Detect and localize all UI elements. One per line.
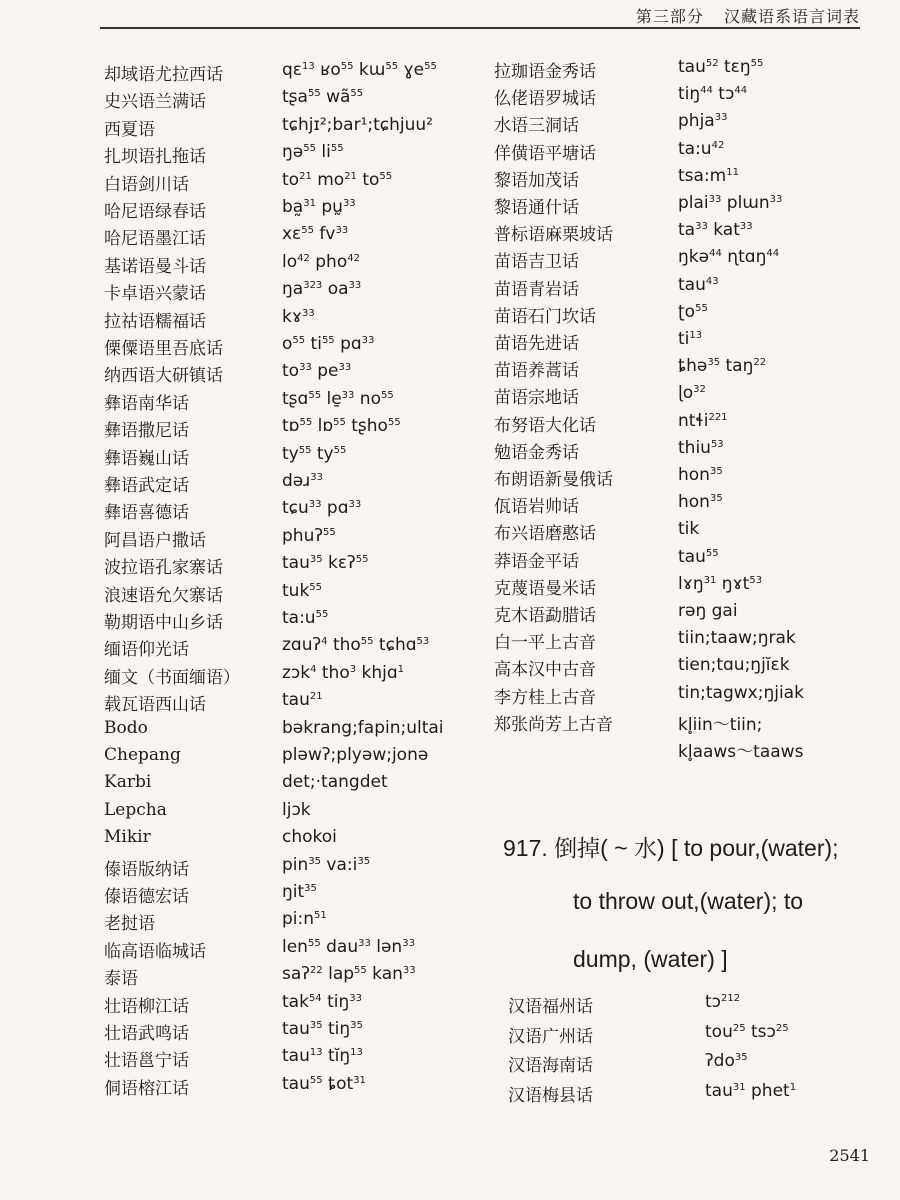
language-name: 李方桂上古音 xyxy=(494,687,596,708)
word-form: qɛ$^{13}$ ʁo$^{55}$ kɯ$^{55}$ ɣe$^{55}$ xyxy=(282,60,437,80)
language-name: 彝语喜德话 xyxy=(104,503,189,524)
word-form: tau$^{21}$ xyxy=(282,690,323,711)
word-form: $o^{55}$ $ti^{55}$ pɑ$^{33}$ xyxy=(282,334,375,354)
word-form: tiin;taaw;ŋrak xyxy=(678,628,796,649)
word-form: tʂa$^{55}$ $wã^{55}$ xyxy=(282,87,364,108)
language-name: 史兴语兰满话 xyxy=(104,92,206,113)
language-name: 莽语金平话 xyxy=(494,551,579,572)
word-form: dəɹ$^{33}$ xyxy=(282,471,324,491)
word-form: rəŋ gai xyxy=(678,601,738,621)
word-form: ȶhə$^{35}$ taŋ$^{22}$ xyxy=(678,356,767,377)
language-name: 傣语版纳话 xyxy=(104,859,189,880)
word-form: $lo^{42}$ pho$^{42}$ xyxy=(282,251,360,272)
word-form: tuk$^{55}$ xyxy=(282,580,323,601)
language-name: 缅语仰光话 xyxy=(104,640,189,661)
language-name: 布朗语新曼俄话 xyxy=(494,470,613,490)
word-form: ŋit$^{35}$ xyxy=(282,882,317,902)
header-part: 第三部分 xyxy=(635,7,704,26)
entry-heading-line-2: to throw out,(water); to xyxy=(573,888,804,914)
word-form: tɕhjɪ²;bar¹;tɕhjuu² xyxy=(282,114,433,135)
word-form: ljɔk xyxy=(282,799,311,820)
word-form: tou$^{25}$ tsɔ$^{25}$ xyxy=(705,1021,789,1042)
word-form: tiŋ$^{44}$ tɔ$^{44}$ xyxy=(678,84,748,105)
language-name: 克木语勐腊话 xyxy=(494,606,596,626)
language-name: 苗语宗地话 xyxy=(494,388,579,409)
language-name: 白语剑川话 xyxy=(104,174,189,195)
language-name: 苗语吉卫话 xyxy=(494,252,579,273)
language-name: 载瓦语西山话 xyxy=(104,695,206,716)
language-name: 哈尼语墨江话 xyxy=(104,229,206,250)
word-form: tʂɑ$^{55}$ le̱$^{33}$ $no^{55}$ xyxy=(282,388,394,409)
language-name: 泰语 xyxy=(104,969,138,990)
word-form: tɔ$^{212}$ xyxy=(705,992,741,1012)
word-form: det;·tangdet xyxy=(282,772,388,793)
language-name: 基诺语曼斗话 xyxy=(104,256,206,277)
word-form: tak$^{54}$ tiŋ$^{33}$ xyxy=(282,991,362,1012)
word-form: hon$^{35}$ xyxy=(678,492,723,513)
language-name: 傣语德宏话 xyxy=(104,887,189,907)
entry-heading-line-1: 917. 倒掉( ~ 水) [ to pour,(water); xyxy=(503,835,839,861)
language-name: 汉语梅县话 xyxy=(508,1085,593,1106)
language-name: 壮语邕宁话 xyxy=(104,1051,189,1072)
language-name: 勉语金秀话 xyxy=(494,442,579,463)
word-form: tau$^{52}$ tɛŋ$^{55}$ xyxy=(678,57,764,77)
language-name: 波拉语孔家寨话 xyxy=(104,558,223,579)
word-form: xɛ$^{55}$ $fv^{33}$ xyxy=(282,224,349,245)
word-form: ba̰$^{31}$ pṵ$^{33}$ xyxy=(282,197,356,217)
language-name: 纳西语大研镇话 xyxy=(104,366,223,387)
word-form: tin;tagwx;ŋjiak xyxy=(678,682,804,703)
language-name: 哈尼语绿春话 xyxy=(104,202,206,222)
language-name: 侗语榕江话 xyxy=(104,1078,189,1099)
language-name: Karbi xyxy=(104,772,152,793)
language-name: 彝语巍山话 xyxy=(104,448,189,469)
word-form: zɔk$^4$ tho$^3$ khjɑ$^1$ xyxy=(282,662,405,683)
language-name: 缅文（书面缅语） xyxy=(104,667,240,688)
header-title: 汉藏语系语言词表 xyxy=(723,7,860,26)
word-form: kɤ$^{33}$ xyxy=(282,306,315,327)
word-form: kl̥iin～tiin; xyxy=(678,714,763,735)
word-form: $ŋa^{323}$ $oa^{33}$ xyxy=(282,279,362,300)
language-name: Bodo xyxy=(104,717,148,738)
word-form: len$^{55}$ dau$^{33}$ lən$^{33}$ xyxy=(282,936,415,957)
language-name: 黎语通什话 xyxy=(494,198,579,218)
word-form: tau$^{13}$ tĭŋ$^{13}$ xyxy=(282,1046,363,1067)
word-form: zɑuʔ$^4$ tho$^{55}$ tɕhɑ$^{53}$ xyxy=(282,635,430,656)
word-form: kl̥aaws～taaws xyxy=(678,742,804,762)
word-form: ɭo$^{32}$ xyxy=(678,383,706,404)
word-form: pin$^{35}$ $va:i^{35}$ xyxy=(282,854,371,875)
word-form: plai$^{33}$ plɯn$^{33}$ xyxy=(678,193,783,213)
word-form: hon$^{35}$ xyxy=(678,465,723,485)
word-form: tɒ$^{55}$ lɒ$^{55}$ tʂho$^{55}$ xyxy=(282,416,401,437)
language-name: 浪速语允欠寨话 xyxy=(104,585,223,606)
word-form: tau$^{55}$ ȶot$^{31}$ xyxy=(282,1073,366,1094)
word-form: lɤŋ$^{31}$ ŋɤt$^{53}$ xyxy=(678,573,763,594)
language-name: 汉语福州话 xyxy=(508,997,593,1017)
word-form: ʔdo$^{35}$ xyxy=(705,1051,748,1071)
language-name: 彝语武定话 xyxy=(104,476,189,496)
language-name: 老挝语 xyxy=(104,914,155,935)
language-name: 傈僳语里吾底话 xyxy=(104,339,223,359)
word-form: $ty^{55}$ $ty^{55}$ xyxy=(282,443,347,464)
language-name: 布努语大化话 xyxy=(494,415,596,436)
language-name: Mikir xyxy=(104,827,151,848)
language-name: 水语三洞话 xyxy=(494,116,579,137)
header-rule xyxy=(100,27,860,29)
language-name: Chepang xyxy=(104,745,181,765)
language-name: 高本汉中古音 xyxy=(494,660,596,681)
language-name: 苗语青岩话 xyxy=(494,279,579,300)
word-form: pləwʔ;plyəw;jonə xyxy=(282,745,429,765)
language-name: 郑张尚芳上古音 xyxy=(494,714,613,735)
word-form: saʔ$^{22}$ lap$^{55}$ kan$^{33}$ xyxy=(282,964,416,985)
word-form: ŋkə$^{44}$ ɳtɑŋ$^{44}$ xyxy=(678,247,780,268)
word-form: $to^{33}$ $pe^{33}$ xyxy=(282,361,352,382)
language-name: 西夏语 xyxy=(104,119,155,140)
word-form: $to^{21}$ $mo^{21}$ $to^{55}$ xyxy=(282,169,393,190)
word-form: tik xyxy=(678,519,700,540)
language-name: 黎语加茂话 xyxy=(494,170,579,191)
language-name: Lepcha xyxy=(104,799,167,820)
word-form: $pi:n^{51}$ xyxy=(282,909,327,930)
word-form: bəkrang;fapin;ultai xyxy=(282,717,444,738)
word-form: ŋə$^{55}$ $li^{55}$ xyxy=(282,142,344,163)
word-form: tien;tɑu;ŋjĭɛk xyxy=(678,655,790,676)
word-form: thiu$^{53}$ xyxy=(678,437,724,458)
word-form: chokoi xyxy=(282,827,337,848)
language-name: 汉语广州话 xyxy=(508,1026,593,1047)
word-form: $tsa:m^{11}$ xyxy=(678,165,739,186)
word-form: tau$^{31}$ phet$^1$ xyxy=(705,1080,797,1101)
word-form: $ti^{13}$ xyxy=(678,329,703,349)
language-name: 阿昌语户撒话 xyxy=(104,530,206,551)
page-number: 2541 xyxy=(829,1146,870,1165)
language-name: 汉语海南话 xyxy=(508,1056,593,1076)
word-form: ʈo$^{55}$ xyxy=(678,301,708,322)
language-name: 仫佬语罗城话 xyxy=(494,89,596,110)
language-name: 扎坝语扎拖话 xyxy=(104,147,206,168)
word-form: tau$^{35}$ kɛʔ$^{55}$ xyxy=(282,553,369,574)
word-form: $ta:u^{42}$ xyxy=(678,138,725,159)
word-form: $ta^{33}$ kat$^{33}$ xyxy=(678,220,753,241)
language-name: 克蔑语曼米话 xyxy=(494,578,596,599)
language-name: 壮语柳江话 xyxy=(104,996,189,1017)
language-name: 却域语尤拉西话 xyxy=(104,65,223,85)
language-name: 壮语武鸣话 xyxy=(104,1024,189,1044)
word-form: phuʔ$^{55}$ xyxy=(282,525,336,546)
language-name: 苗语养蒿话 xyxy=(494,361,579,382)
word-form: phja$^{33}$ xyxy=(678,111,728,132)
language-name: 普标语麻栗坡话 xyxy=(494,225,613,246)
language-name: 临高语临城话 xyxy=(104,941,206,962)
word-form: tɕu$^{33}$ pɑ$^{33}$ xyxy=(282,498,362,519)
language-name: 勒期语中山乡话 xyxy=(104,613,223,633)
entry-heading-line-3: dump, (water) ] xyxy=(573,946,728,972)
running-header xyxy=(622,4,860,27)
language-name: 布兴语磨憨话 xyxy=(494,524,596,545)
language-name: 彝语南华话 xyxy=(104,393,189,414)
language-name: 佯僙语平塘话 xyxy=(494,143,596,164)
language-name: 白一平上古音 xyxy=(494,633,596,654)
language-name: 彝语撒尼话 xyxy=(104,421,189,442)
word-form: tau$^{43}$ xyxy=(678,274,719,295)
language-name: 拉珈语金秀话 xyxy=(494,62,596,82)
word-form: tau$^{35}$ tiŋ$^{35}$ xyxy=(282,1019,363,1039)
language-name: 苗语石门坎话 xyxy=(494,306,596,327)
language-name: 佤语岩帅话 xyxy=(494,497,579,518)
word-form: $ta:u^{55}$ xyxy=(282,608,329,628)
language-name: 拉祜语糯福话 xyxy=(104,311,206,332)
word-form: ntɬi$^{221}$ xyxy=(678,410,728,431)
word-form: tau$^{55}$ xyxy=(678,546,719,567)
language-name: 苗语先进话 xyxy=(494,334,579,354)
language-name: 卡卓语兴蒙话 xyxy=(104,284,206,305)
